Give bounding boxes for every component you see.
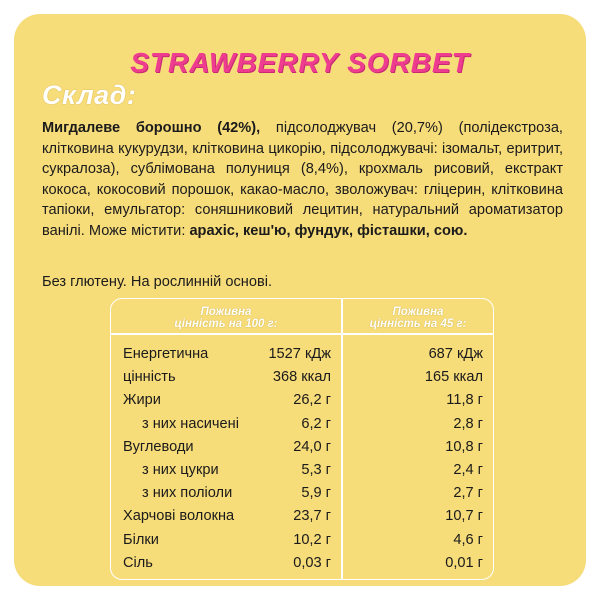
label-card [14, 14, 586, 586]
value-per-100g: 368 ккал [272, 369, 331, 386]
nutrition-row [111, 343, 493, 366]
nutrient-label: Вуглеводи [123, 438, 194, 455]
nutrition-table [110, 298, 494, 580]
nutrient-label: з них насичені [142, 415, 239, 432]
ingredients-rest: підсолоджувач (20,7%) (полідекстроза, клітковина кукурудзи, клітковина цикорію, підсолоджувачі: ізомальт, еритрит, сукралоза), сублімована полуниця (8,4%), крохмаль рисовий, екстракт кокоса, кокосовий порошок, какао-масло, зволожувач: гліцерин, клітковина тапіоки, емульгатор: соняшниковий лецитин, натуральний ароматизатор ванілі. Може містити: [42, 120, 563, 239]
nutrient-label: Білки [123, 531, 159, 548]
nutrient-label: з них цукри [142, 462, 219, 478]
nutrition-row [111, 552, 493, 575]
value-per-100g: 10,2 г [293, 531, 331, 548]
header-per-45g: Поживна цінність на 45 г: [369, 306, 467, 330]
nutrient-label: Сіль [123, 554, 153, 571]
gluten-note: Без глютену. На рослинній основі. [42, 274, 273, 290]
value-per-100g: 1527 кДж [268, 346, 331, 362]
value-per-100g: 24,0 г [293, 438, 331, 455]
value-per-45g: 0,01 г [445, 554, 483, 571]
value-per-100g: 6,2 г [301, 415, 331, 432]
value-per-45g: 10,8 г [445, 438, 483, 455]
nutrition-row [111, 482, 493, 505]
nutrition-row [111, 389, 493, 412]
nutrition-row [111, 366, 493, 389]
product-title: STRAWBERRY SORBET [130, 47, 470, 78]
value-per-45g: 10,7 г [445, 508, 483, 525]
nutrient-label: цінність [123, 369, 176, 386]
nutrient-label: з них поліоли [142, 485, 233, 502]
nutrient-label: Харчові волокна [123, 508, 235, 525]
nutrition-row [111, 459, 493, 482]
ingredients-main: Мигдалеве борошно (42%), [42, 120, 261, 136]
value-per-100g: 23,7 г [293, 508, 331, 525]
value-per-100g: 5,3 г [301, 462, 331, 478]
value-per-100g: 26,2 г [293, 392, 331, 409]
nutrition-row [111, 413, 493, 436]
value-per-45g: 2,4 г [453, 462, 483, 478]
value-per-45g: 165 ккал [424, 369, 483, 386]
header-per-100g: Поживна цінність на 100 г: [174, 306, 278, 330]
ingredients-heading: Склад: [42, 80, 137, 110]
nutrition-row [111, 529, 493, 552]
value-per-100g: 5,9 г [301, 485, 331, 502]
allergens-text: арахіс, кеш'ю, фундук, фісташки, сою. [189, 222, 468, 239]
nutrient-label: Енергетична [123, 346, 209, 362]
table-divider-horizontal [111, 333, 493, 335]
nutrient-label: Жири [123, 392, 161, 409]
nutrition-row [111, 436, 493, 459]
value-per-100g: 0,03 г [293, 554, 331, 571]
value-per-45g: 11,8 г [446, 392, 483, 409]
ingredients-text [42, 118, 563, 242]
nutrition-row [111, 505, 493, 528]
value-per-45g: 4,6 г [453, 531, 483, 548]
value-per-45g: 2,7 г [453, 485, 483, 502]
value-per-45g: 2,8 г [453, 415, 483, 432]
value-per-45g: 687 кДж [428, 346, 483, 362]
